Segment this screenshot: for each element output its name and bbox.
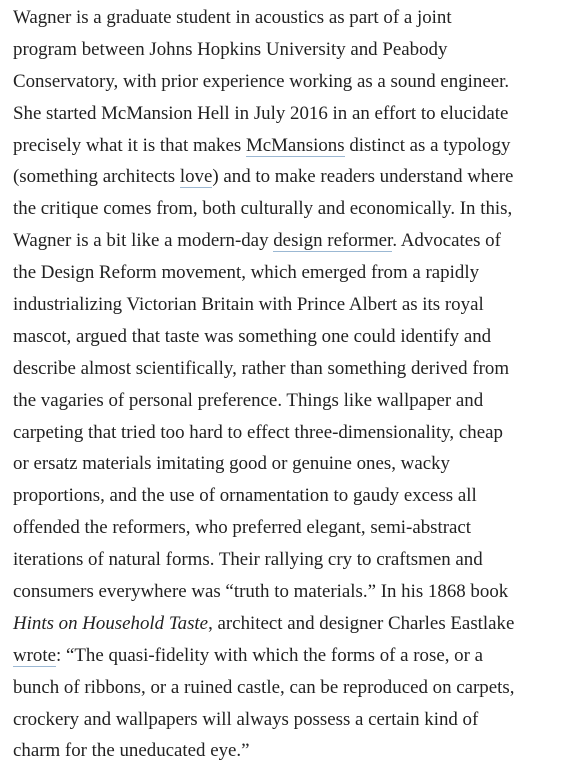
text-line: [13, 640, 581, 672]
text-line: or ersatz materials imitating good or genuine ones, wacky: [13, 453, 450, 475]
text-line: industrializing Victorian Britain with Prince Albert as its royal: [13, 294, 484, 316]
text-line: crockery and wallpapers will always possess a certain kind of: [13, 708, 479, 730]
text-line: charm for the uneducated eye.”: [13, 740, 250, 762]
text-line: She started McMansion Hell in July 2016 in an effort to elucidate: [13, 102, 509, 124]
text-line: the vagaries of personal preference. Things like wallpaper and: [13, 389, 484, 411]
text-line: [13, 161, 581, 193]
text-segment: : “The quasi-fidelity with which the forms of a rose, or a: [56, 644, 484, 666]
design-reformer-link[interactable]: design reformer: [273, 230, 393, 252]
text-line: describe almost scientifically, rather than something derived from: [13, 357, 510, 379]
text-segment: precisely what it is that makes: [13, 134, 246, 156]
text-line: [13, 130, 581, 162]
text-segment: , architect and designer Charles Eastlake: [208, 612, 515, 634]
text-segment: ) and to make readers understand where: [212, 166, 514, 188]
text-line: program between Johns Hopkins University and Peabody: [13, 38, 448, 60]
article-paragraph: [13, 2, 581, 767]
text-line: [13, 608, 581, 640]
text-line: consumers everywhere was “truth to materials.” In his 1868 book: [13, 581, 509, 603]
text-segment: Wagner is a bit like a modern-day: [13, 230, 274, 252]
text-line: the Design Reform movement, which emerged from a rapidly: [13, 262, 480, 284]
text-line: Wagner is a graduate student in acoustics as part of a joint: [13, 7, 452, 28]
wrote-link[interactable]: wrote: [13, 644, 57, 666]
text-line: mascot, argued that taste was something one could identify and: [13, 325, 492, 347]
text-segment: distinct as a typology: [344, 134, 511, 156]
text-segment: . Advocates of: [392, 230, 501, 252]
text-line: the critique comes from, both culturally and economically. In this,: [13, 198, 513, 220]
mcmansions-link[interactable]: McMansions: [245, 134, 345, 156]
book-title: Hints on Household Taste: [13, 612, 209, 634]
text-line: proportions, and the use of ornamentation to gaudy excess all: [13, 485, 477, 507]
text-line: carpeting that tried too hard to effect three-dimensionality, cheap: [13, 421, 503, 443]
text-line: offended the reformers, who preferred elegant, semi-abstract: [13, 517, 472, 539]
text-line: [13, 225, 581, 257]
text-line: iterations of natural forms. Their rallying cry to craftsmen and: [13, 549, 483, 571]
text-line: Conservatory, with prior experience working as a sound engineer.: [13, 70, 510, 92]
text-line: bunch of ribbons, or a ruined castle, can be reproduced on carpets,: [13, 676, 515, 698]
love-link[interactable]: love: [179, 166, 213, 188]
text-segment: (something architects: [13, 166, 180, 188]
